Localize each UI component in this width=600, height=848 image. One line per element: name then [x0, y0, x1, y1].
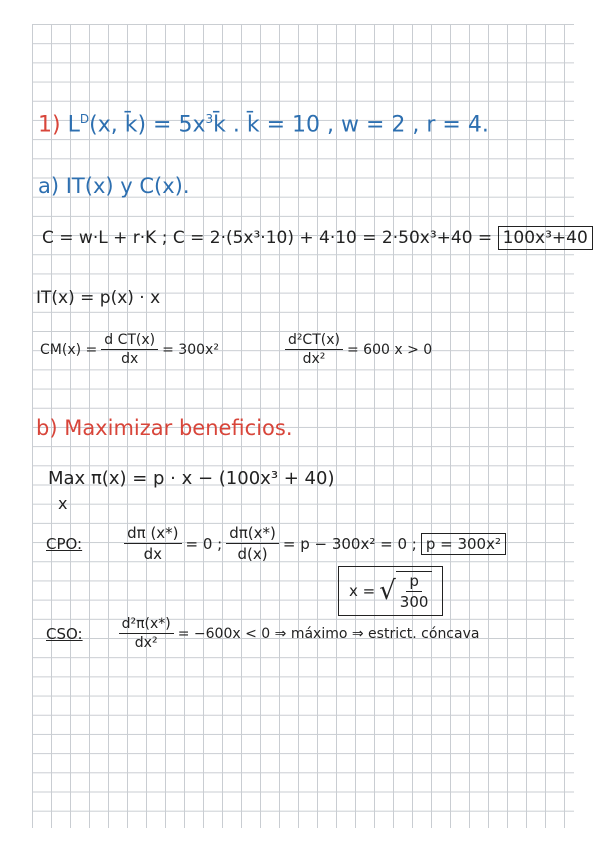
cso-rhs: = −600x < 0 ⇒ máximo ⇒ estrict. cóncava [177, 625, 480, 642]
x-fraction [400, 572, 429, 611]
x-solution-box [338, 566, 443, 616]
cpo-denominator-1: dx [143, 545, 163, 563]
max-label: Max [48, 468, 86, 489]
x-denominator: 300 [399, 593, 429, 611]
part-b-heading: b) Maximizar beneficios. [36, 416, 293, 440]
cpo-box: p = 300x² [421, 533, 506, 555]
page-margin-right [574, 0, 600, 848]
sqrt-icon: √ [379, 576, 396, 606]
cso-numerator: d²π(x*) [119, 616, 174, 634]
cost-line [42, 228, 593, 248]
page-margin-top [0, 0, 600, 24]
item-1-line [38, 112, 489, 137]
cm-fraction [101, 332, 158, 367]
cso-denominator: dx² [134, 635, 158, 651]
cpo-rhs: = p − 300x² = 0 ; [282, 534, 417, 553]
x-numerator: p [406, 572, 422, 592]
cm-line [40, 332, 432, 367]
sqrt-content [396, 571, 433, 611]
page-margin-left [0, 0, 32, 848]
cso-fraction [119, 616, 174, 651]
max-line [48, 468, 334, 489]
it-line: IT(x) = p(x) · x [36, 288, 161, 308]
second-derivative-fraction [285, 332, 343, 367]
cpo-numerator-1: dπ (x*) [124, 524, 181, 544]
second-numerator: d²CT(x) [285, 332, 343, 350]
cpo-denominator-2: d(x) [237, 545, 268, 563]
cpo-fraction-1 [124, 524, 181, 563]
part-a-heading: a) IT(x) y C(x). [38, 174, 190, 198]
second-rhs: = 600 x > 0 [346, 341, 433, 358]
cm-rhs: = 300x² [162, 341, 219, 358]
item-1-exponent: 3 [205, 112, 214, 126]
cso-line [46, 616, 479, 651]
item-1-rest: k̄ . k̄ = 10 , w = 2 , r = 4. [213, 112, 489, 138]
cost-result-box: 100x³+40 [498, 226, 593, 250]
item-1-expression: L [67, 112, 80, 138]
x-lhs: x = [349, 582, 376, 600]
max-variable: x [58, 494, 68, 513]
cm-lhs: CM(x) = [40, 341, 98, 358]
cpo-mid: = 0 ; [185, 534, 223, 553]
item-1-args: (x, k̄) = 5x [89, 112, 206, 138]
cm-numerator: d CT(x) [101, 332, 158, 350]
item-1-sup: D [79, 112, 90, 126]
cso-label: CSO: [46, 624, 83, 643]
cpo-line [46, 524, 506, 563]
max-expression: π(x) = p · x − (100x³ + 40) [90, 468, 335, 489]
cm-denominator: dx [121, 351, 139, 367]
cpo-numerator-2: dπ(x*) [226, 524, 279, 544]
cost-equation: C = w·L + r·K ; C = 2·(5x³·10) + 4·10 = 2·50x³+40 = [42, 228, 493, 248]
cpo-fraction-2 [226, 524, 279, 563]
item-1-number: 1) [38, 112, 61, 138]
cpo-label: CPO: [46, 534, 83, 553]
page-margin-bottom [0, 828, 600, 848]
second-denominator: dx² [302, 351, 326, 367]
